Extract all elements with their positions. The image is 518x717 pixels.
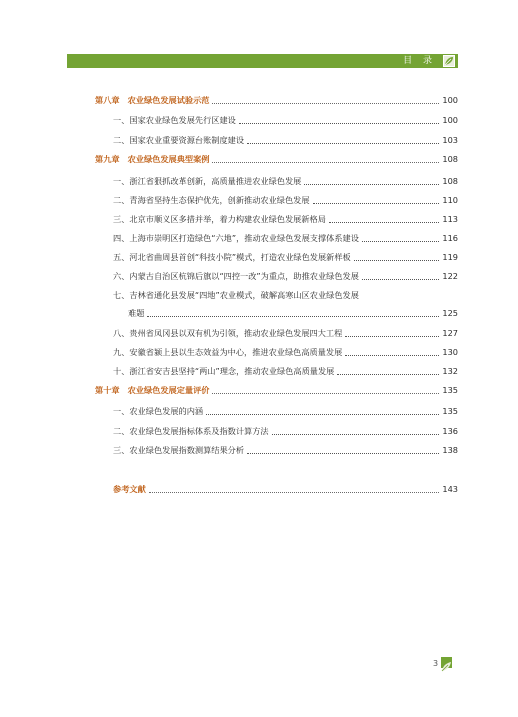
chapter-number: 第九章: [95, 154, 120, 164]
page-number: 116: [442, 233, 458, 243]
chapter-title: 农业绿色发展典型案例: [127, 154, 210, 164]
toc-entry[interactable]: [113, 346, 458, 359]
entry-title: 二、青海省坚持生态保护优先，创新推动农业绿色发展: [113, 195, 310, 205]
toc-chapter-9[interactable]: [95, 153, 458, 166]
toc-entry[interactable]: [113, 365, 458, 378]
toc-entry[interactable]: [113, 327, 458, 340]
entry-title: 六、内蒙古自治区杭锦后旗以“四控一改”为重点，助推农业绿色发展: [113, 271, 359, 281]
header-title: 目 录: [403, 56, 436, 66]
entry-title-continued: 难题: [128, 308, 145, 318]
page-number: 138: [442, 445, 458, 455]
entry-title: 二、国家农业重要资源台账制度建设: [113, 135, 245, 145]
entry-title: 二、农业绿色发展指标体系及指数计算方法: [113, 426, 269, 436]
page-number: 135: [442, 385, 458, 395]
entry-title: 一、国家农业绿色发展先行区建设: [113, 115, 236, 125]
dot-leader: [337, 366, 439, 375]
dot-leader: [304, 176, 439, 185]
dot-leader: [329, 214, 439, 223]
page-number: 143: [442, 484, 458, 494]
entry-title: 五、河北省曲周县首创“科技小院”模式，打造农业绿色发展新样板: [113, 252, 351, 262]
page-number: 132: [442, 366, 458, 376]
toc-entry[interactable]: [113, 194, 458, 207]
dot-leader: [247, 135, 439, 144]
toc-entry[interactable]: [113, 270, 458, 283]
dot-leader: [149, 484, 439, 493]
chapter-number: 第十章: [95, 385, 120, 395]
toc-entry[interactable]: [113, 114, 458, 127]
entry-title: 一、浙江省狠抓改革创新，高质量推进农业绿色发展: [113, 176, 302, 186]
dot-leader: [362, 271, 439, 280]
toc-chapter-10[interactable]: [95, 384, 458, 397]
footer-page-number: 3: [433, 659, 439, 668]
chapter-title: 农业绿色发展定量评价: [127, 385, 210, 395]
dot-leader: [345, 347, 439, 356]
toc-entry[interactable]: [113, 251, 458, 264]
toc-chapter-8[interactable]: [95, 94, 458, 107]
page-number: 100: [442, 95, 458, 105]
page-number: 113: [442, 214, 458, 224]
entry-title: 三、北京市顺义区多措并举，着力构建农业绿色发展新格局: [113, 214, 326, 224]
page-number: 125: [442, 308, 458, 318]
page-number: 135: [442, 406, 458, 416]
page-number: 119: [442, 252, 458, 262]
page-number: 108: [442, 154, 458, 164]
dot-leader: [345, 328, 439, 337]
toc-entry[interactable]: [113, 175, 458, 188]
entry-title: 九、安徽省颍上县以生态效益为中心，推进农业绿色高质量发展: [113, 347, 343, 357]
dot-leader: [272, 426, 439, 435]
entry-title: 四、上海市崇明区打造绿色“六地”，推动农业绿色发展支撑体系建设: [113, 233, 359, 243]
chapter-number: 第八章: [95, 95, 120, 105]
references-title: 参考文献: [113, 484, 146, 494]
dot-leader: [212, 385, 439, 394]
page-number: 110: [442, 195, 458, 205]
chapter-title: 农业绿色发展试验示范: [127, 95, 210, 105]
page-number: 100: [442, 115, 458, 125]
page-number: 122: [442, 271, 458, 281]
entry-title: 一、农业绿色发展的内涵: [113, 406, 204, 416]
toc-entry[interactable]: [113, 213, 458, 226]
toc-entry[interactable]: [113, 425, 458, 438]
dot-leader: [206, 406, 439, 415]
dot-leader: [313, 195, 439, 204]
entry-title: 三、农业绿色发展指数测算结果分析: [113, 445, 245, 455]
entry-title: 十、浙江省安吉县坚持“两山”理念，推动农业绿色高质量发展: [113, 366, 335, 376]
toc-entry[interactable]: [113, 134, 458, 147]
toc-entry-first-line[interactable]: 七、吉林省通化县发展“四地”农业模式，破解高寒山区农业绿色发展: [113, 290, 359, 300]
page-number: 130: [442, 347, 458, 357]
dot-leader: [362, 233, 439, 242]
dot-leader: [354, 252, 439, 261]
leaf-corner-icon: [441, 657, 452, 668]
toc-entry[interactable]: [113, 444, 458, 457]
page-number: 136: [442, 426, 458, 436]
page-number: 108: [442, 176, 458, 186]
page-number: 127: [442, 328, 458, 338]
toc-entry[interactable]: [113, 405, 458, 418]
page-number: 103: [442, 135, 458, 145]
dot-leader: [247, 445, 439, 454]
dot-leader: [212, 154, 439, 163]
entry-title: 八、贵州省凤冈县以双有机为引领，推动农业绿色发展四大工程: [113, 328, 343, 338]
dot-leader: [147, 308, 439, 317]
dot-leader: [212, 95, 439, 104]
dot-leader: [239, 115, 439, 124]
toc-entry[interactable]: [113, 232, 458, 245]
toc-entry[interactable]: [128, 307, 458, 320]
toc-references[interactable]: [113, 483, 458, 496]
